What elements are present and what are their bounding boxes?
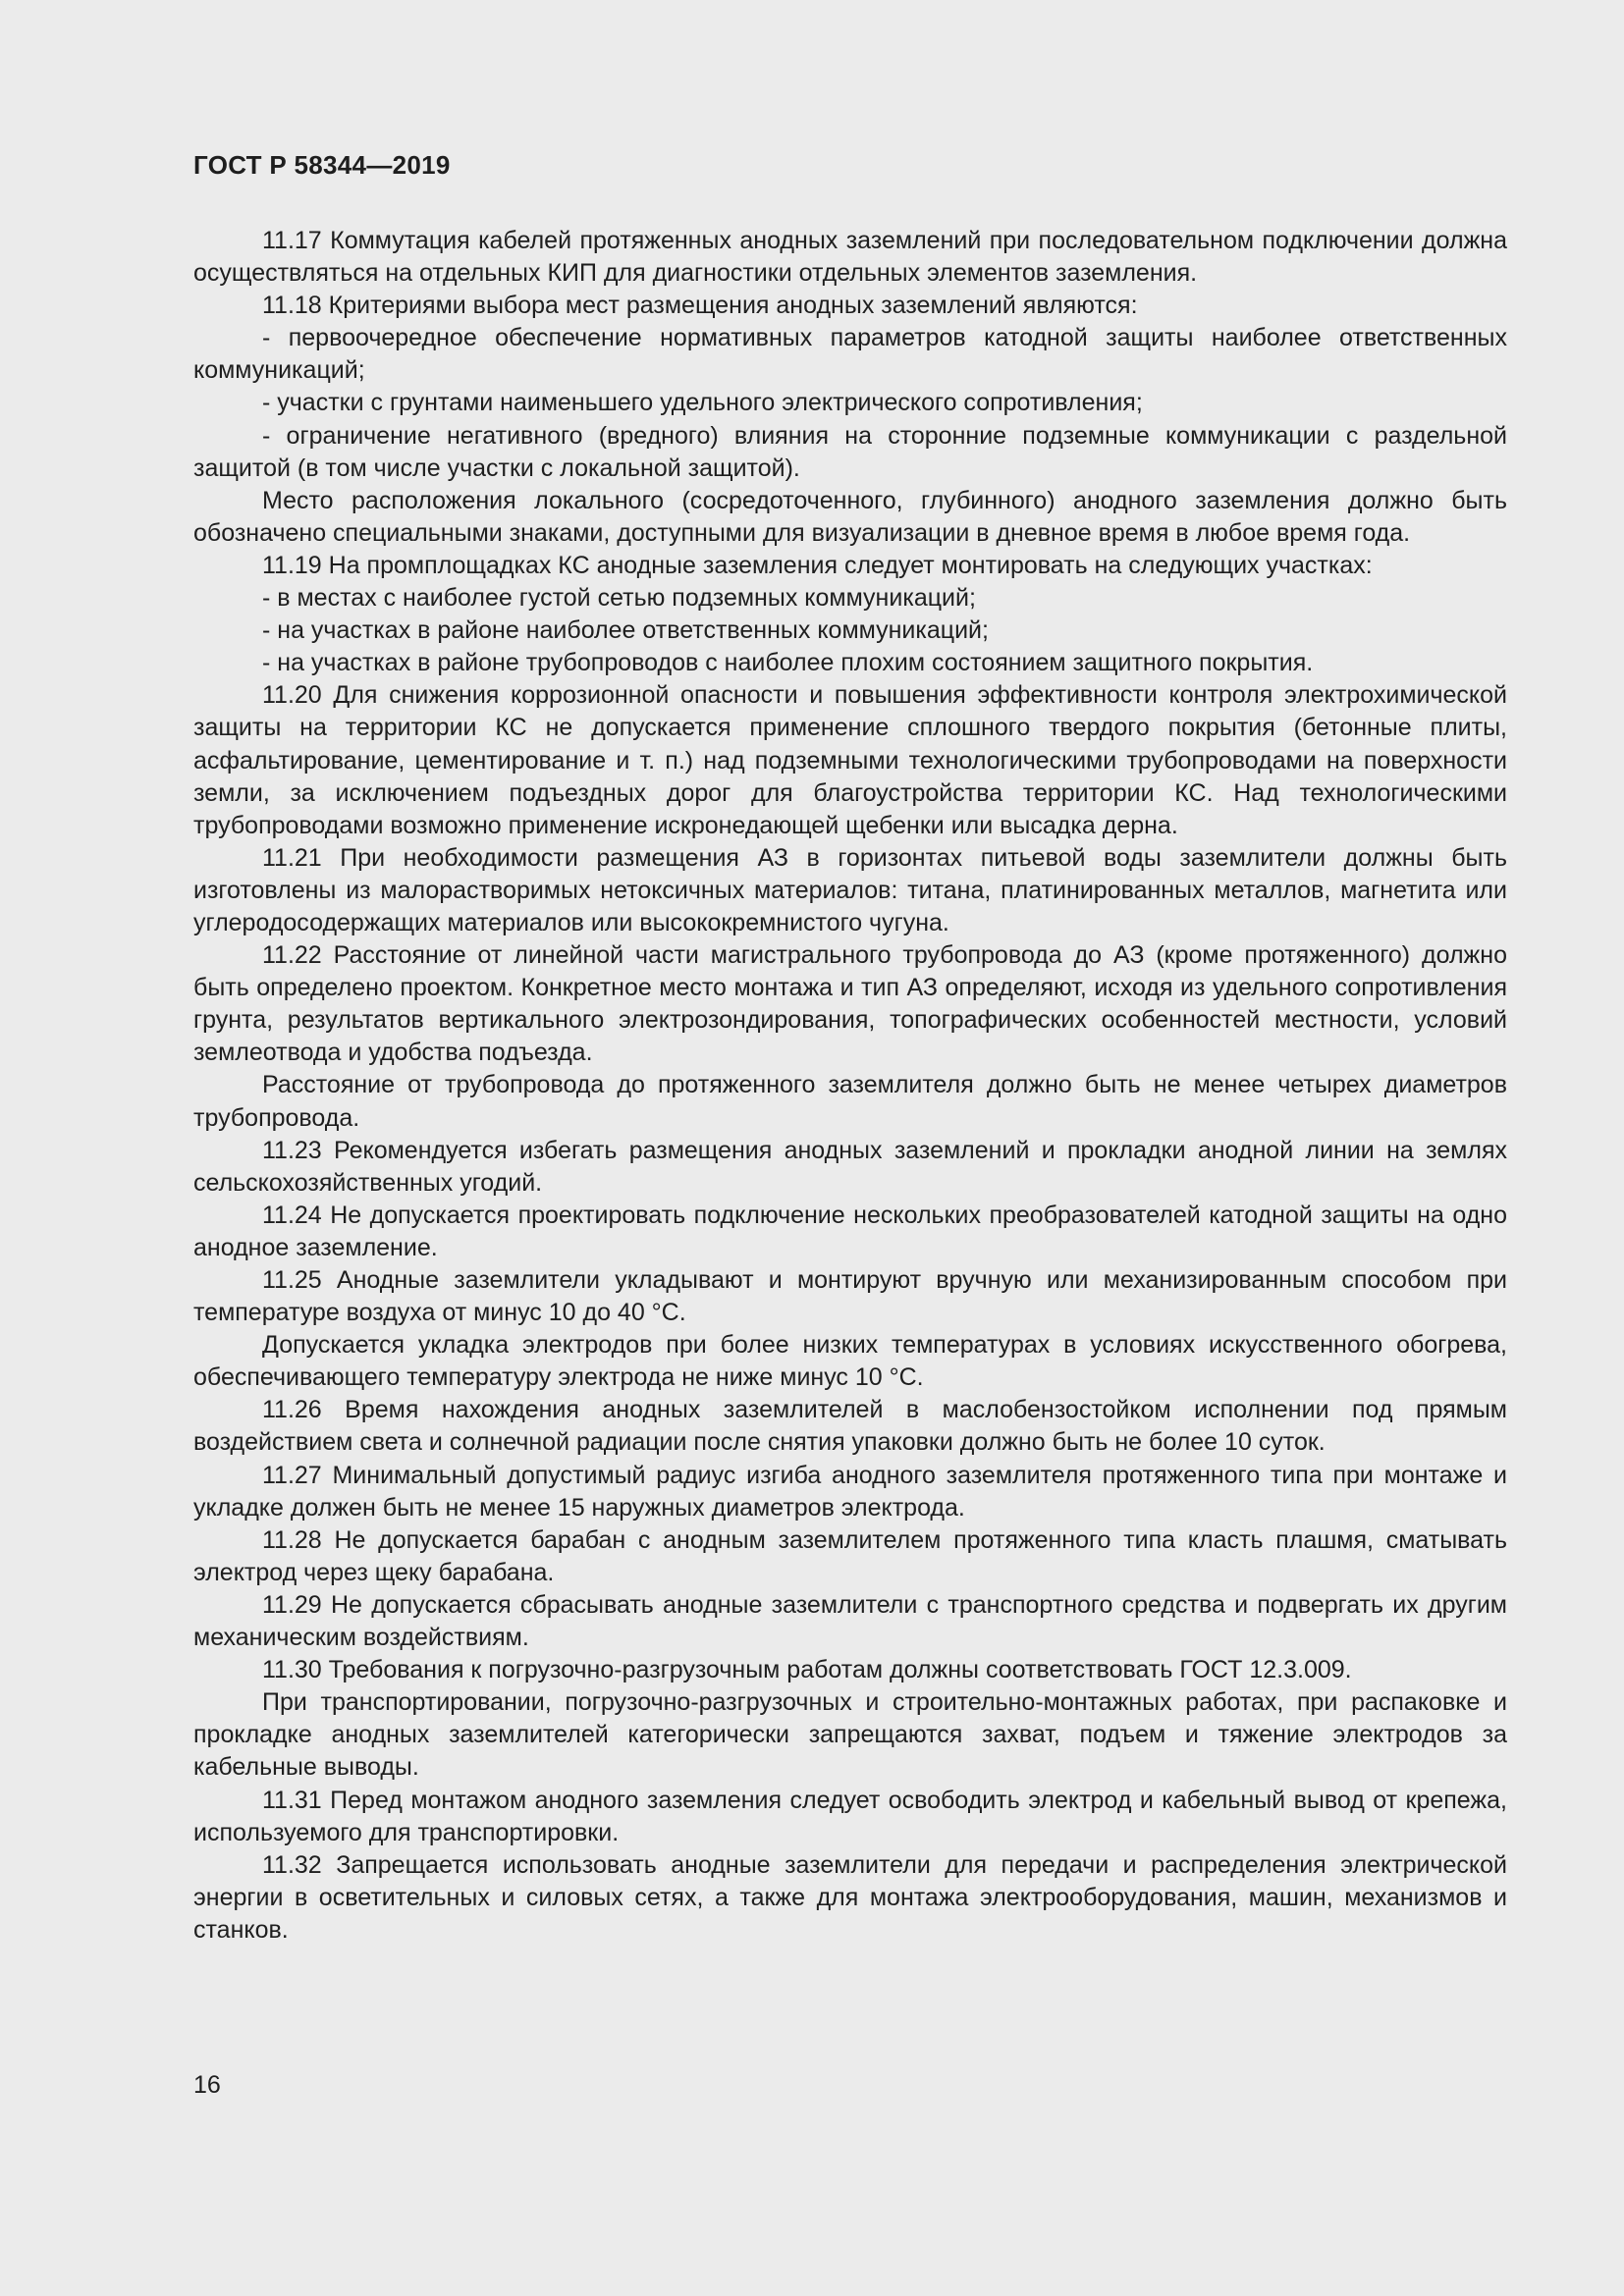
paragraph-11-32: 11.32 Запрещается использовать анодные заземлители для передачи и распределения электрической энергии в осветительных и силовых сетях, а также для монтажа электрооборудования, машин, механизмов и станков. (193, 1850, 1507, 1944)
paragraph-11-26: 11.26 Время нахождения анодных заземлителей в маслобензостойком исполнении под прямым воздействием света и солнечной радиации после снятия упаковки должно быть не более 10 суток. (193, 1396, 1507, 1457)
paragraph-11-24: 11.24 Не допускается проектировать подключение нескольких преобразователей катодной защиты на одно анодное заземление. (193, 1201, 1507, 1261)
paragraph-11-25: 11.25 Анодные заземлители укладывают и монтируют вручную или механизированным способом при температуре воздуха от минус 10 до 40 °С. (193, 1266, 1507, 1327)
paragraph-11-29: 11.29 Не допускается сбрасывать анодные заземлители с транспортного средства и подвергать их другим механическим воздействиям. (193, 1590, 1507, 1652)
paragraph-11-23: 11.23 Рекомендуется избегать размещения анодных заземлений и прокладки анодной линии на землях сельскохозяйственных угодий. (193, 1136, 1507, 1197)
paragraph-11-17: 11.17 Коммутация кабелей протяженных анодных заземлений при последовательном подключении должна осуществляться на отдельных КИП для диагностики отдельных элементов заземления. (193, 227, 1507, 288)
list-item: - на участках в районе трубопроводов с наиболее плохим состоянием защитного покрытия. (262, 649, 1314, 677)
list-item: - в местах с наиболее густой сетью подземных коммуникаций; (262, 584, 976, 613)
paragraph-11-18: 11.18 Критериями выбора мест размещения анодных заземлений являются: (262, 292, 1138, 320)
list-item: - ограничение негативного (вредного) влияния на сторонние подземные коммуникации с раздельной защитой (в том числе участки с локальной защитой). (193, 421, 1507, 482)
paragraph-11-28: 11.28 Не допускается барабан с анодным заземлителем протяженного типа класть плашмя, сматывать электрод через щеку барабана. (193, 1525, 1507, 1586)
document-header: ГОСТ Р 58344—2019 (193, 150, 451, 180)
list-item: - на участках в районе наиболее ответственных коммуникаций; (262, 616, 989, 645)
paragraph: Допускается укладка электродов при более низких температурах в условиях искусственного обогрева, обеспечивающего температуру электрода не ниже минус 10 °С. (193, 1331, 1507, 1392)
paragraph: При транспортировании, погрузочно-разгрузочных и строительно-монтажных работах, при распаковке и прокладке анодных заземлителей категорически запрещаются захват, подъем и тяжение электродов за кабельные выводы. (193, 1688, 1507, 1782)
paragraph-11-31: 11.31 Перед монтажом анодного заземления следует освободить электрод и кабельный вывод от крепежа, используемого для транспортировки. (193, 1786, 1507, 1846)
list-item: - первоочередное обеспечение нормативных параметров катодной защиты наиболее ответственных коммуникаций; (193, 324, 1507, 385)
paragraph-11-19: 11.19 На промплощадках КС анодные заземления следует монтировать на следующих участках: (262, 551, 1373, 579)
paragraph-11-22: 11.22 Расстояние от линейной части магистрального трубопровода до АЗ (кроме протяженного) должно быть определено проектом. Конкретное место монтажа и тип АЗ определяют, исходя из удельного сопротивления грунта, результатов вертикального электрозондирования, топографических особенностей местности, условий землеотвода и удобства подъезда. (193, 941, 1507, 1067)
document-body (193, 225, 1507, 1947)
paragraph-11-30: 11.30 Требования к погрузочно-разгрузочным работам должны соответствовать ГОСТ 12.3.009. (262, 1656, 1352, 1684)
paragraph: Место расположения локального (сосредоточенного, глубинного) анодного заземления должно быть обозначено специальными знаками, доступными для визуализации в дневное время в любое время года. (193, 486, 1507, 547)
paragraph-11-20: 11.20 Для снижения коррозионной опасности и повышения эффективности контроля электрохимической защиты на территории КС не допускается применение сплошного твердого покрытия (бетонные плиты, асфальтирование, цементирование и т. п.) над подземными технологическими трубопроводами на поверхности земли, за исключением подъездных дорог для благоустройства территории КС. Над технологическими трубопроводами возможно применение искронедающей щебенки или высадка дерна. (193, 681, 1507, 839)
page-number: 16 (193, 2071, 221, 2099)
list-item: - участки с грунтами наименьшего удельного электрического сопротивления; (262, 389, 1143, 417)
paragraph: Расстояние от трубопровода до протяженного заземлителя должно быть не менее четырех диаметров трубопровода. (193, 1071, 1507, 1132)
paragraph-11-21: 11.21 При необходимости размещения АЗ в горизонтах питьевой воды заземлители должны быть изготовлены из малорастворимых нетоксичных материалов: титана, платинированных металлов, магнетита или углеродосодержащих материалов или высококремнистого чугуна. (193, 843, 1507, 936)
paragraph-11-27: 11.27 Минимальный допустимый радиус изгиба анодного заземлителя протяженного типа при монтаже и укладке должен быть не менее 15 наружных диаметров электрода. (193, 1461, 1507, 1522)
